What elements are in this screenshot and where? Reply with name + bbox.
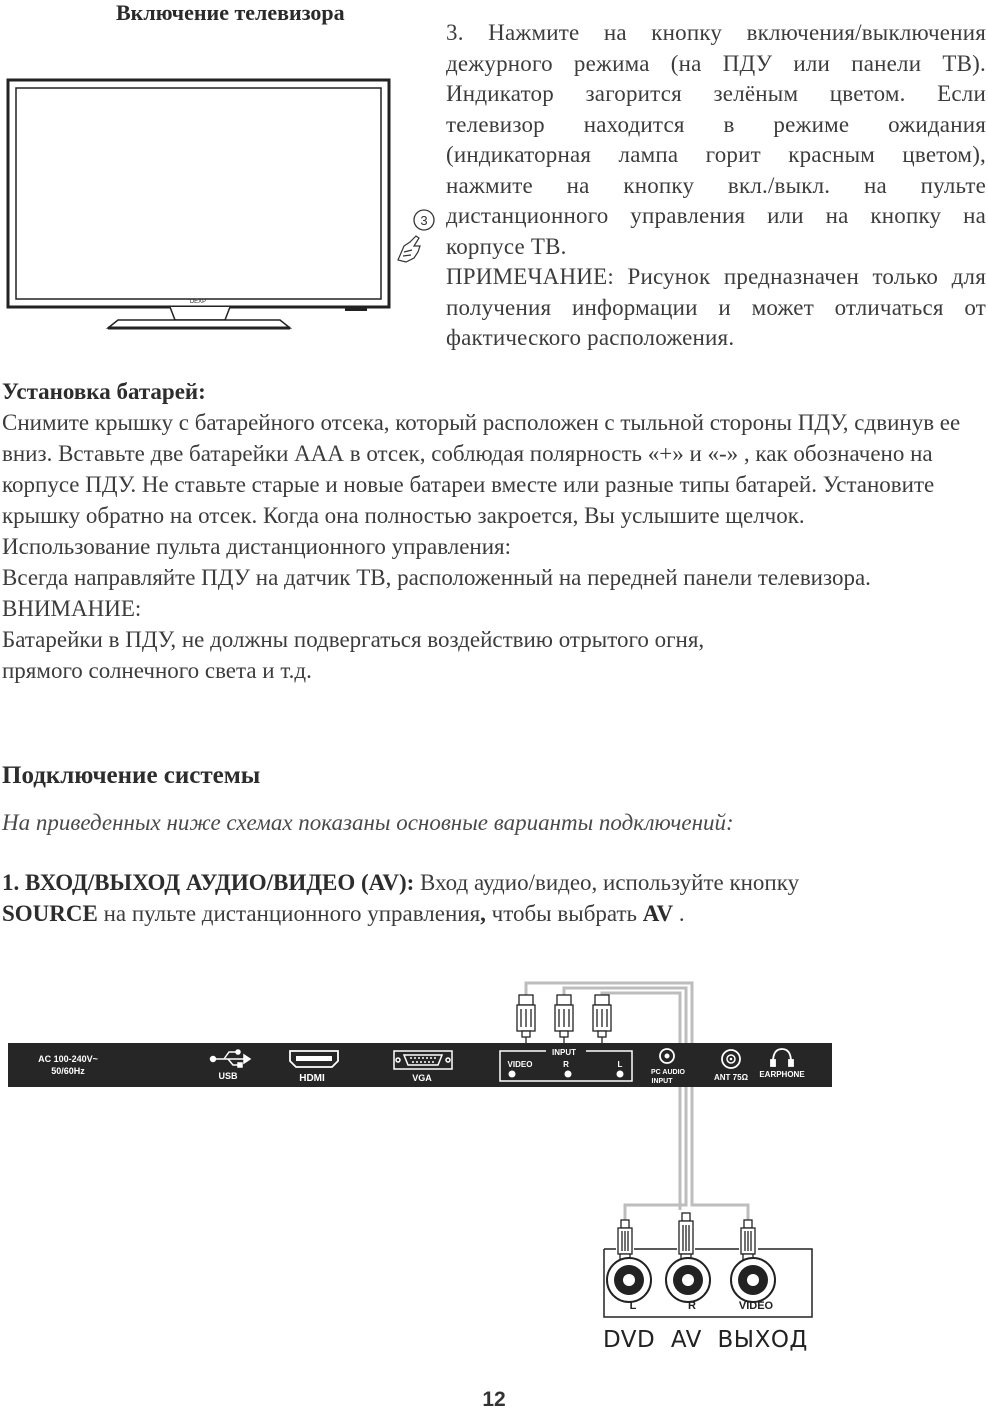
panel-power-label-1: AC 100-240V~ xyxy=(38,1054,98,1064)
remote-use-text: Всегда направляйте ПДУ на датчик ТВ, расположенный на передней панели телевизора. xyxy=(2,565,871,590)
page-number: 12 xyxy=(482,1388,506,1411)
dvd-jack-r-label: R xyxy=(688,1300,696,1312)
system-heading: Подключение системы xyxy=(2,762,261,789)
av-text-4: . xyxy=(673,901,685,926)
rca-plug-dvd-left xyxy=(618,1220,632,1262)
system-intro: На приведенных ниже схемах показаны основные варианты подключений: xyxy=(2,810,734,835)
tv-step-3-text: 3. Нажмите на кнопку включения/выключения дежурного режима (на ПДУ или панели ТВ). Индикатор загорится зелёным цветом. Если телевизор находится в режиме ожидания (индикаторная лампа горит красным цветом), нажмите на кнопку вкл./выкл. на пульте дистанционного управления или на кнопку на корпусе ТВ. xyxy=(446,20,986,259)
rca-plug-left-top xyxy=(517,995,535,1043)
pc-audio-label-2: INPUT xyxy=(651,1078,673,1085)
warning-label: ВНИМАНИЕ: xyxy=(2,596,142,621)
tv-stand-neck xyxy=(170,307,230,320)
tv-screen xyxy=(16,88,381,299)
input-r-jack xyxy=(565,1071,572,1078)
vga-label: VGA xyxy=(412,1073,432,1083)
tv-note-text: ПРИМЕЧАНИЕ: Рисунок предназначен только для получения информации и может отличаться от фактического расположения. xyxy=(446,264,986,350)
rca-plug-dvd-video xyxy=(741,1220,755,1262)
pc-audio-label-1: PC AUDIO xyxy=(651,1069,685,1076)
av-comma: , xyxy=(480,901,486,926)
tv-step-text-block xyxy=(446,18,986,354)
hdmi-label: HDMI xyxy=(299,1073,325,1084)
input-l-label: L xyxy=(617,1060,623,1069)
av-source-keyword: SOURCE xyxy=(2,901,98,926)
av-text-3: чтобы выбрать xyxy=(485,901,643,926)
warning-line-1: Батарейки в ПДУ, не должны подвергаться воздействию отрытого огня, xyxy=(2,627,705,652)
tv-section-title: Включение телевизора xyxy=(116,0,345,25)
panel-power-label-2: 50/60Hz xyxy=(51,1066,85,1076)
av-text-1: Вход аудио/видео, используйте кнопку xyxy=(414,870,800,895)
battery-paragraph: Снимите крышку с батарейного отсека, который расположен с тыльной стороны ПДУ, сдвинув ее вниз. Вставьте две батарейки ААА в отсек, соблюдая полярность «+» и «-» , как обозначено на корпусе ПДУ. Не ставьте старые и новые батареи вместе или разные типы батарей. Установите крышку обратно на отсек. Когда она полностью закроется, Вы услышите щелчок. xyxy=(2,410,961,528)
input-l-jack xyxy=(617,1071,624,1078)
rca-plug-middle-top xyxy=(555,995,573,1043)
dvd-jack-l xyxy=(607,1258,651,1302)
battery-body xyxy=(2,407,986,686)
earphone-label: EARPHONE xyxy=(759,1070,805,1079)
tv-illustration xyxy=(0,70,440,340)
battery-heading: Установка батарей: xyxy=(2,379,206,404)
av-keyword: AV xyxy=(642,901,674,926)
av-paragraph xyxy=(2,867,986,929)
input-r-label: R xyxy=(563,1060,569,1069)
dvd-jack-video xyxy=(731,1258,775,1302)
input-group-label: INPUT xyxy=(552,1048,576,1057)
av-text-2: на пульте дистанционного управления xyxy=(97,901,481,926)
input-video-jack xyxy=(509,1071,516,1078)
tv-brand-label: DEXP xyxy=(189,299,207,305)
usb-label: USB xyxy=(218,1071,238,1081)
input-video-label: VIDEO xyxy=(507,1060,533,1069)
dvd-av-output-caption: DVD AV ВЫХОД xyxy=(603,1327,808,1353)
dvd-jack-r xyxy=(666,1258,710,1302)
dvd-jack-l-label: L xyxy=(629,1300,637,1312)
antenna-label: ANT 75Ω xyxy=(714,1073,748,1082)
step-marker-number: 3 xyxy=(420,213,428,228)
warning-line-2: прямого солнечного света и т.д. xyxy=(2,658,312,683)
av-connection-diagram xyxy=(0,965,988,1325)
rca-plug-dvd-right xyxy=(679,1213,693,1262)
remote-use-label: Использование пульта дистанционного управления: xyxy=(2,534,512,559)
av-heading: 1. ВХОД/ВЫХОД АУДИО/ВИДЕО (AV): xyxy=(2,870,415,895)
pointing-hand-icon xyxy=(398,236,420,262)
dvd-jack-video-label: VIDEO xyxy=(738,1300,774,1312)
rca-plug-right-top xyxy=(593,995,611,1043)
tv-power-key xyxy=(345,306,367,311)
